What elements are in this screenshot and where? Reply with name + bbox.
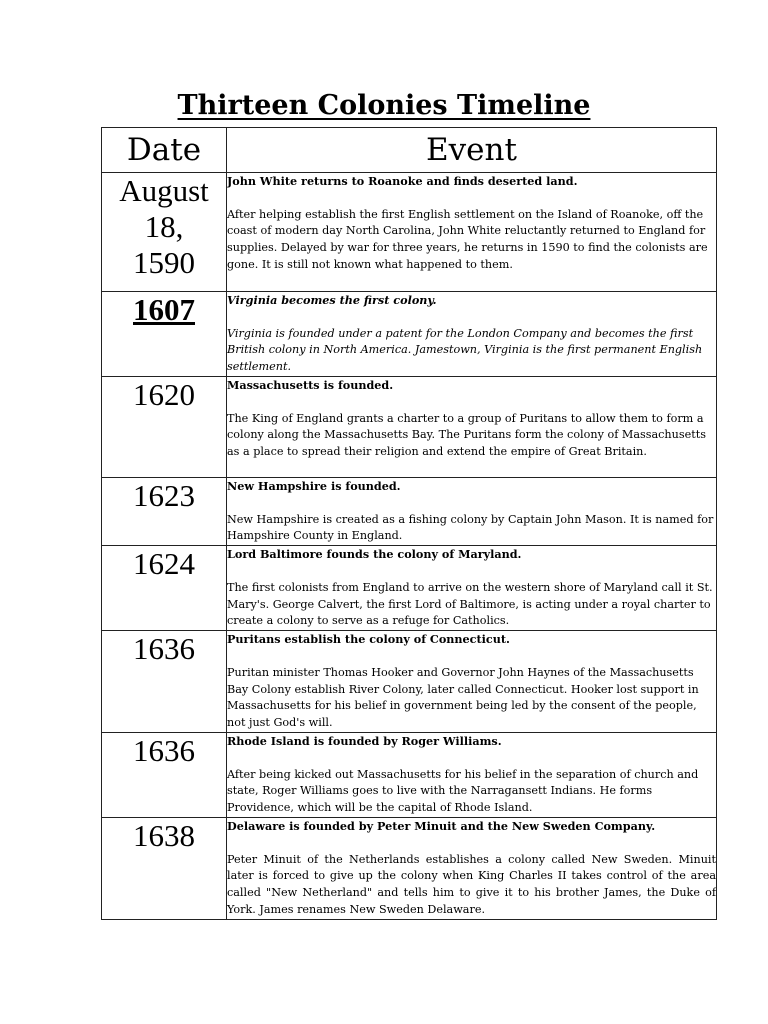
table-row — [102, 377, 717, 478]
date-value: 1623 — [133, 478, 195, 513]
event-description: Peter Minuit of the Netherlands establishes a colony called New Sweden. Minuit later is forced to give up the colony when King Charles II takes control of the area called "New Netherland" and tells him to give it to his brother James, the Duke of York. James renames New Sweden Delaware. — [227, 852, 716, 916]
table-row — [102, 478, 717, 546]
event-heading: John White returns to Roanoke and finds deserted land. — [227, 174, 578, 188]
table-header-row — [102, 128, 717, 173]
table-row — [102, 292, 717, 377]
event-description: The first colonists from England to arrive on the western shore of Maryland call it St. Mary's. George Calvert, the first Lord of Baltimore, is acting under a royal charter to create a colony to serve as a refuge for Catholics. — [227, 580, 713, 628]
table-row — [102, 631, 717, 733]
page-title — [0, 86, 768, 126]
event-heading: Rhode Island is founded by Roger Williams. — [227, 733, 502, 748]
date-cell — [102, 173, 227, 292]
event-heading: Virginia becomes the first colony. — [227, 293, 437, 307]
event-heading: New Hampshire is founded. — [227, 479, 401, 493]
event-cell — [227, 292, 717, 377]
event-heading: Massachusetts is founded. — [227, 378, 394, 392]
date-cell — [102, 478, 227, 546]
event-cell — [227, 173, 717, 292]
timeline-table — [101, 127, 717, 920]
table-row — [102, 173, 717, 292]
table-row — [102, 817, 717, 919]
event-description: Puritan minister Thomas Hooker and Governor John Haynes of the Massachusetts Bay Colony establish River Colony, later called Connecticut. Hooker lost support in Massachusetts for his belief in government being led by the consent of the people, not just God's will. — [227, 665, 699, 730]
date-line: August — [119, 173, 209, 208]
event-description: After being kicked out Massachusetts for his belief in the separation of church and state, Roger Williams goes to live with the Narragansett Indians. He forms Providence, which will be the capital of Rhode Island. — [227, 767, 699, 815]
date-value: 1638 — [133, 817, 195, 853]
event-cell — [227, 732, 717, 817]
date-value: 1607 — [133, 292, 195, 327]
date-cell — [102, 546, 227, 631]
date-value: 1636 — [133, 631, 195, 667]
date-line: 18, — [144, 209, 184, 244]
event-description: After helping establish the first English settlement on the Island of Roanoke, off the coast of modern day North Carolina, John White reluctantly returned to England for supplies. Delayed by war for three years, he returns in 1590 to find the colonists are gone. It is still not known what happened to them. — [227, 207, 708, 271]
event-heading: Lord Baltimore founds the colony of Maryland. — [227, 547, 522, 562]
page-title-text: Thirteen Colonies Timeline — [177, 90, 591, 121]
date-value: 1636 — [133, 732, 195, 768]
table-row — [102, 732, 717, 817]
event-cell — [227, 631, 717, 733]
date-cell — [102, 817, 227, 919]
date-cell — [102, 732, 227, 817]
date-value: 1620 — [133, 377, 195, 412]
date-line: 1590 — [133, 245, 195, 280]
date-cell — [102, 377, 227, 478]
event-heading: Delaware is founded by Peter Minuit and the New Sweden Company. — [227, 818, 656, 833]
event-cell — [227, 377, 717, 478]
date-value: 1624 — [133, 546, 195, 582]
table-row — [102, 546, 717, 631]
date-cell — [102, 292, 227, 377]
event-heading: Puritans establish the colony of Connecticut. — [227, 632, 510, 647]
date-column-header: Date — [102, 128, 227, 173]
event-column-header: Event — [227, 128, 717, 173]
event-description: The King of England grants a charter to a group of Puritans to allow them to form a colony along the Massachusetts Bay. The Puritans form the colony of Massachusetts as a place to spread their religion and extend the empire of Great Britain. — [227, 411, 706, 459]
date-cell — [102, 631, 227, 733]
event-cell — [227, 546, 717, 631]
event-cell — [227, 478, 717, 546]
event-cell — [227, 817, 717, 919]
event-description: Virginia is founded under a patent for the London Company and becomes the first British colony in North America. Jamestown, Virginia is the first permanent English settlement. — [227, 326, 703, 374]
event-description: New Hampshire is created as a fishing colony by Captain John Mason. It is named for Hampshire County in England. — [227, 512, 714, 543]
